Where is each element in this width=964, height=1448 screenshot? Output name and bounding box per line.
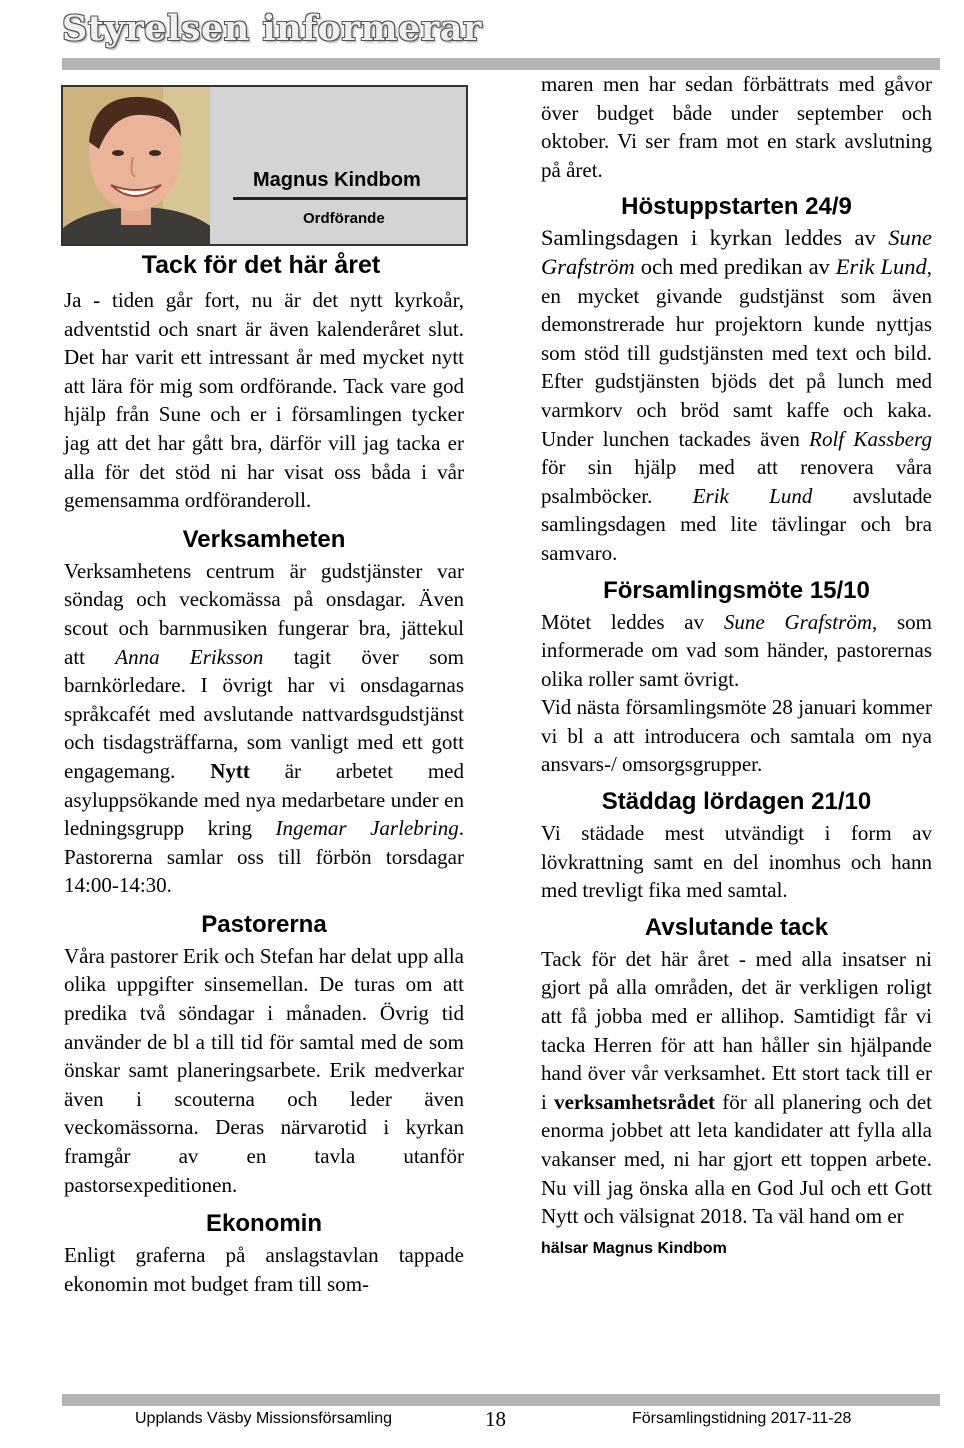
- signoff: hälsar Magnus Kindbom: [541, 1239, 727, 1257]
- top-rule: [62, 58, 940, 70]
- person-name: Anna Eriksson: [115, 644, 264, 669]
- profile-role: Ordförande: [303, 210, 385, 227]
- profile-divider: [233, 197, 468, 200]
- text-span: , som informerade om vad som händer, pastorernas olika roller samt övrigt.: [541, 609, 932, 691]
- right-column: [541, 70, 932, 1263]
- person-name: Sune Grafström: [723, 609, 872, 634]
- section-body-forsamlingsmote: [541, 608, 932, 694]
- section-heading-verksamheten: Verksamheten: [182, 525, 346, 553]
- section-heading-pastorerna: Pastorerna: [201, 910, 327, 938]
- text-span: Verksamhetens centrum är gudstjänster var söndag och veckomässa på onsdagar. Även scout och barnmusiken fungerar bra, jättekul att: [64, 558, 464, 669]
- section-body-forsamlingsmote-next: Vid nästa församlingsmöte 28 januari kommer vi bl a att introducera och samtala om nya ansvars-/ omsorgsgrupper.: [541, 695, 932, 777]
- section-heading-staddag: Städdag lördagen 21/10: [601, 788, 872, 816]
- person-name: Erik Lund: [692, 483, 813, 508]
- text-span: . Pastorerna samlar oss till förbön torsdagar 14:00-14:30.: [64, 816, 464, 898]
- section-body-hostuppstarten: [541, 224, 932, 567]
- profile-name: Magnus Kindbom: [253, 169, 421, 191]
- footer-issue: Församlingstidning 2017-11-28: [632, 1410, 852, 1427]
- person-name: Ingemar Jarlebring: [275, 816, 459, 841]
- profile-box: [61, 85, 468, 246]
- section-body-pastorerna: Våra pastorer Erik och Stefan har delat upp alla olika uppgifter sinsemellan. De turas om att predika två söndagar i månaden. Övrig tid använder de bl a till tid för samtal med de som önskar samt planeringsarbete. Erik medverkar även i scouterna och leder även veckomässorna. Deras närvarotid i kyrkan framgår av en tavla utanför pastorsexpeditionen.: [64, 943, 464, 1197]
- text-span: tagit över som barnkörledare. I övrigt har vi onsdagarnas språkcafét med avslutande nattvardsgudstjänst och tisdagsträffarna, som vanligt med ett gott engagemang.: [64, 644, 464, 783]
- bottom-rule: [62, 1394, 940, 1406]
- text-span: och med predikan av: [634, 253, 836, 279]
- text-span: är arbetet med asyluppsökande med nya medarbetare under en ledningsgrupp kring: [64, 758, 464, 841]
- left-column: [64, 251, 464, 1298]
- text-span: Samlingsdagen i kyrkan leddes av: [541, 225, 889, 251]
- section-body-thanks: Ja - tiden går fort, nu är det nytt kyrkoår, adventstid och snart är även kalenderåret slut. Det har varit ett intressant år med mycket nytt att lära för mig som ordförande. Tack vare god hjälp från Sune och er i församlingen tycker jag att det har gått bra, därför vill jag tacka er alla för det stöd ni har visat oss båda i vår gemensamma ordföranderoll.: [64, 288, 464, 513]
- person-name: Sune Grafström: [541, 225, 932, 279]
- portrait-photo: [63, 87, 210, 244]
- section-body-verksamheten: [64, 557, 464, 900]
- person-name: Rolf Kassberg: [809, 426, 932, 451]
- footer-page-number: 18: [485, 1407, 506, 1431]
- text-span: , en mycket givande gudstjänst som även demonstrerade hur projektorn kunde nyttjas som stöd till gudstjänsten med text och bild. Efter gudstjänsten bjöds det på lunch med varmkorv och bröd samt kaffe och kaka. Under lunchen tackades även: [541, 254, 932, 451]
- section-heading-forsamlingsmote: Församlingsmöte 15/10: [603, 576, 870, 604]
- footer-publisher: Upplands Väsby Missionsförsamling: [135, 1410, 392, 1427]
- section-body-ekonomin: Enligt graferna på anslagstavlan tappade ekonomin mot budget fram till som-: [64, 1243, 464, 1296]
- page-title: Styrelsen informerar: [62, 8, 482, 49]
- section-heading-ekonomin: Ekonomin: [205, 1210, 322, 1238]
- section-heading-hostuppstarten: Höstuppstarten 24/9: [621, 193, 852, 221]
- portrait-illustration: [63, 87, 210, 244]
- text-span: avslutade samlingsdagen med lite tävlingar och bra samvaro.: [541, 483, 932, 565]
- section-body-avslutande: [541, 945, 932, 1231]
- section-body-ekonomin-continued: maren men har sedan förbättrats med gåvor över budget både under september och oktober. Vi ser fram mot en stark avslutning på året.: [541, 72, 932, 182]
- bold-word: Nytt: [210, 758, 250, 783]
- text-span: för sin hjälp med att renovera våra psalmböcker.: [541, 455, 932, 508]
- text-span: Tack för det här året - med alla insatser ni gjort på alla områden, det är verkligen roligt att få jobba med er allihop. Samtidigt får vi tacka Herren för att han håller sin hjälpande hand över vår verksamhet. Ett stort tack till er i: [541, 946, 932, 1114]
- section-body-staddag: Vi städade mest utvändigt i form av lövkrattning samt en del inomhus och hann med trevligt fika med samtal.: [541, 821, 932, 903]
- section-heading-avslutande: Avslutande tack: [644, 913, 829, 941]
- text-span: för all planering och det enorma jobbet att leta kandidater att fylla alla vakanser med, ni har gjort ett toppen arbete. Nu vill jag önska alla en God Jul och ett Gott Nytt och välsignat 2018. Ta väl hand om er: [541, 1089, 932, 1229]
- text-span: Mötet leddes av: [541, 609, 724, 634]
- bold-word: verksamhetsrådet: [554, 1089, 716, 1114]
- section-heading-thanks: Tack för det här året: [141, 251, 381, 279]
- person-name: Erik Lund: [835, 253, 927, 279]
